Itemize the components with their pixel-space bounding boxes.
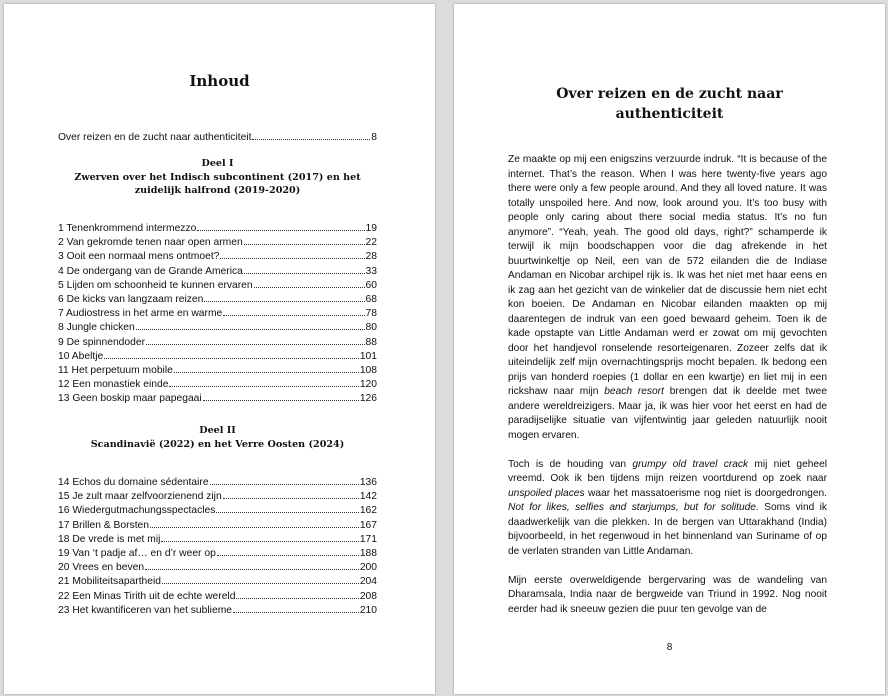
toc-entry-title: 14 Echos du domaine sédentaire (58, 477, 209, 488)
toc-entry-page: 68 (365, 293, 377, 305)
part2-heading (58, 424, 377, 451)
chapter-title-line1: Over reizen en de zucht naar (556, 86, 783, 102)
toc-leader-dots (197, 230, 364, 231)
toc-entry-title: 5 Lijden om schoonheid te kunnen ervaren (58, 279, 253, 291)
toc-entry-title: 11 Het perpetuum mobile (58, 364, 173, 376)
toc-entry-page: 210 (359, 604, 377, 616)
toc-title: Inhoud (189, 72, 250, 90)
toc-entry-page: 126 (359, 393, 377, 405)
p2-text-d: Soms vind ik daadwerkelijk van die plekken. In de bergen van Uttarakhand (India) bijvoorbeeld, in het regenwoud in het binnenland van Suriname of op de verlaten stranden van Little Andaman. (508, 502, 828, 557)
toc-entry-title: 12 Een monastiek einde (58, 379, 169, 391)
toc-leader-dots (217, 555, 359, 556)
toc-entry-title: 8 Jungle chicken (58, 322, 135, 334)
part1-heading (58, 157, 377, 198)
toc-leader-dots (210, 484, 359, 485)
part2-subtitle: Scandinavië (2022) en het Verre Oosten (2024) (90, 438, 345, 450)
toc-entry-page: 136 (359, 477, 377, 488)
part1-label: Deel I (201, 158, 234, 169)
toc-part1 (58, 222, 377, 406)
toc-entry-title: 22 Een Minas Tirith uit de echte wereld (58, 590, 236, 602)
toc-entry[interactable] (58, 236, 377, 250)
toc-entry[interactable] (58, 336, 377, 350)
toc-leader-dots (169, 386, 358, 387)
left-page (4, 4, 435, 694)
toc-entry-title: 13 Geen boskip maar papegaai (58, 393, 202, 405)
toc-entry[interactable] (58, 131, 377, 145)
toc-entry[interactable] (58, 590, 377, 604)
toc-entry-title: 16 Wiedergutmachungsspectacles (58, 505, 216, 517)
toc-part2 (58, 476, 377, 618)
toc-entry-page: 88 (365, 336, 377, 348)
toc-leader-dots (216, 512, 358, 513)
toc-leader-dots (146, 344, 365, 345)
toc-entry-title: 4 De ondergang van de Grande America (58, 265, 243, 277)
p1-text-end: brengen dat ik deelde met twee andere wereldreizigers. Maar ja, ik was hier voor het eerst en had de paradijselijke situatie van vijfentwintig jaar geleden natuurlijk nooit mogen ervaren. (508, 386, 828, 441)
toc-entry-title: 3 Ooit een normaal mens ontmoet? (58, 251, 220, 263)
toc-entry-title: 6 De kicks van langzaam reizen (58, 293, 204, 305)
toc-entry-page: 188 (359, 547, 377, 559)
paragraph-3: Mijn eerste overweldigende bergervaring was de wandeling van Dharamsala, India naar de bergweide van Triund in 1992. Nog nooit eerder had ik sneeuw gezien die puur ten gevolge van de (508, 574, 827, 615)
toc-entry-page: 80 (365, 322, 377, 334)
toc-entry-page: 204 (359, 576, 377, 588)
part1-subtitle: Zwerven over het Indisch subcontinent (2017) en het zuidelijk halfrond (2019-2020) (74, 171, 361, 196)
toc-entry-page: 200 (359, 562, 377, 574)
toc-entry[interactable] (58, 604, 377, 618)
toc-entry[interactable] (58, 392, 377, 406)
toc-entry-page: 120 (359, 379, 377, 391)
chapter-title (454, 84, 885, 124)
toc-entry-title: 17 Brillen & Borsten (58, 519, 150, 531)
toc-entry-page: 8 (371, 132, 377, 143)
toc-entry-title: 9 De spinnendoder (58, 336, 146, 348)
toc-leader-dots (223, 315, 364, 316)
p2-emphasis-3: Not for likes, selfies and starjumps, but for solitude. (508, 502, 759, 513)
toc-entry[interactable] (58, 321, 377, 335)
toc-entry[interactable] (58, 265, 377, 279)
toc-entry-page: 108 (359, 364, 377, 376)
toc-entry[interactable] (58, 561, 377, 575)
toc-leader-dots (254, 287, 365, 288)
toc-entry-title: Over reizen en de zucht naar authenticiteit (58, 132, 252, 143)
toc-entry-title: 15 Je zult maar zelfvoorzienend zijn (58, 491, 222, 503)
toc-entry[interactable] (58, 533, 377, 547)
toc-entry-page: 78 (365, 308, 377, 320)
p1-text: Ze maakte op mij een enigszins verzuurde indruk. “It is because of the internet. That’s the reason. When I was here twenty-five years ago there were only a few people around. And they all loved nature. It was totally unspoiled here. And now, look around you. It’s too busy with people only caring about there social media status. It’s no fun anymore”. “Yeah, yeah. The good old days, right?” schamperde ik terwijl ik mijn boodschappen voor die dag afrekende in het buurtwinkeltje op Neil, een van de 572 eilanden die de Indiase Andaman en Nicobar archipel rijk is. Ik was het niet met haar eens en ik zag aan het gezicht van de winkelier dat de discussie hem niet echt kon boeien. De Andaman en Nicobar eilanden maakten op mij daarentegen de indruk van een goed bewaard geheim. Toen ik de kade opstapte van Little Andaman werd er zowat om mij gevochten door het handjevol ronselende resorteigenaren. Zozeer zelfs dat ik uiteindelijk zelf mijn overnachtingsprijs mocht bepalen. Ik bedong een prijs van honderd roepies (1 dollar en een kwartje) en liet mij in een rickshaw naar mijn (508, 154, 827, 397)
toc-leader-dots (233, 612, 359, 613)
toc-entry[interactable] (58, 575, 377, 589)
toc-entry-title: 20 Vrees en beven (58, 562, 145, 574)
p2-emphasis-2: unspoiled places (508, 487, 585, 499)
p2-text-b: mij niet geheel vreemd. Ook ik ben tijdens mijn reizen voortdurend op zoek naar (508, 458, 827, 484)
toc-entry[interactable] (58, 519, 377, 533)
toc-entry[interactable] (58, 378, 377, 392)
chapter-title-line2: authenticiteit (615, 106, 724, 122)
toc-entry-page: 208 (359, 590, 377, 602)
toc-entry[interactable] (58, 250, 377, 264)
toc-entry-title: 18 De vrede is met mij (58, 533, 161, 545)
toc-entry[interactable] (58, 222, 377, 236)
toc-leader-dots (162, 583, 359, 584)
toc-leader-dots (244, 244, 365, 245)
toc-leader-dots (220, 258, 364, 259)
toc-entry-title: 2 Van gekromde tenen naar open armen (58, 237, 243, 249)
toc-leader-dots (136, 329, 365, 330)
p1-emphasis: beach resort (604, 386, 664, 397)
chapter-body (508, 153, 827, 632)
toc-entry-page: 60 (365, 279, 377, 291)
toc-entry[interactable] (58, 307, 377, 321)
toc-entry[interactable] (58, 364, 377, 378)
toc-leader-dots (244, 273, 365, 274)
toc-leader-dots (150, 527, 359, 528)
toc-entry-page: 171 (359, 533, 377, 545)
toc-entry-title: 7 Audiostress in het arme en warme (58, 308, 223, 320)
toc-entry-page: 101 (359, 350, 377, 362)
p2-text-a: Toch is de houding van (508, 458, 633, 470)
toc-entry-title: 21 Mobiliteitsapartheid (58, 576, 162, 588)
toc-entry-page: 162 (359, 505, 377, 517)
toc-entry-page: 167 (359, 519, 377, 531)
toc-entry[interactable] (58, 293, 377, 307)
toc-entry-page: 19 (365, 223, 377, 234)
toc-entry[interactable] (58, 490, 377, 504)
toc-leader-dots (223, 498, 359, 499)
toc-entry[interactable] (58, 350, 377, 364)
toc-leader-dots (104, 358, 359, 359)
toc-entry-title: 19 Van ‘t padje af… en d’r weer op (58, 547, 216, 559)
right-page (454, 4, 885, 694)
toc-entry-title: 1 Tenenkrommend intermezzo (58, 223, 197, 234)
paragraph-1 (508, 153, 827, 443)
toc-entry-page: 28 (365, 251, 377, 263)
toc-leader-dots (145, 569, 359, 570)
toc-leader-dots (174, 372, 359, 373)
toc-entry[interactable] (58, 547, 377, 561)
toc-entry-page: 22 (365, 237, 377, 249)
toc-entry-title: 10 Abeltje (58, 350, 104, 362)
toc-entry[interactable] (58, 504, 377, 518)
toc-entry-page: 33 (365, 265, 377, 277)
toc-leader-dots (204, 301, 364, 302)
toc-leader-dots (203, 400, 359, 401)
toc-leader-dots (252, 139, 370, 140)
toc-leader-dots (236, 598, 358, 599)
toc-entry[interactable] (58, 279, 377, 293)
toc-entry[interactable] (58, 476, 377, 490)
toc-intro (58, 131, 377, 145)
toc-entry-title: 23 Het kwantificeren van het sublieme (58, 604, 232, 616)
p2-emphasis-1: grumpy old travel crack (632, 458, 749, 470)
part2-label: Deel II (199, 425, 236, 436)
page-number: 8 (666, 642, 673, 653)
toc-leader-dots (161, 541, 358, 542)
toc-entry-page: 142 (359, 491, 377, 503)
p2-text-c: waar het massatoerisme nog niet is doorgedrongen. (584, 487, 827, 499)
paragraph-2 (508, 458, 827, 560)
